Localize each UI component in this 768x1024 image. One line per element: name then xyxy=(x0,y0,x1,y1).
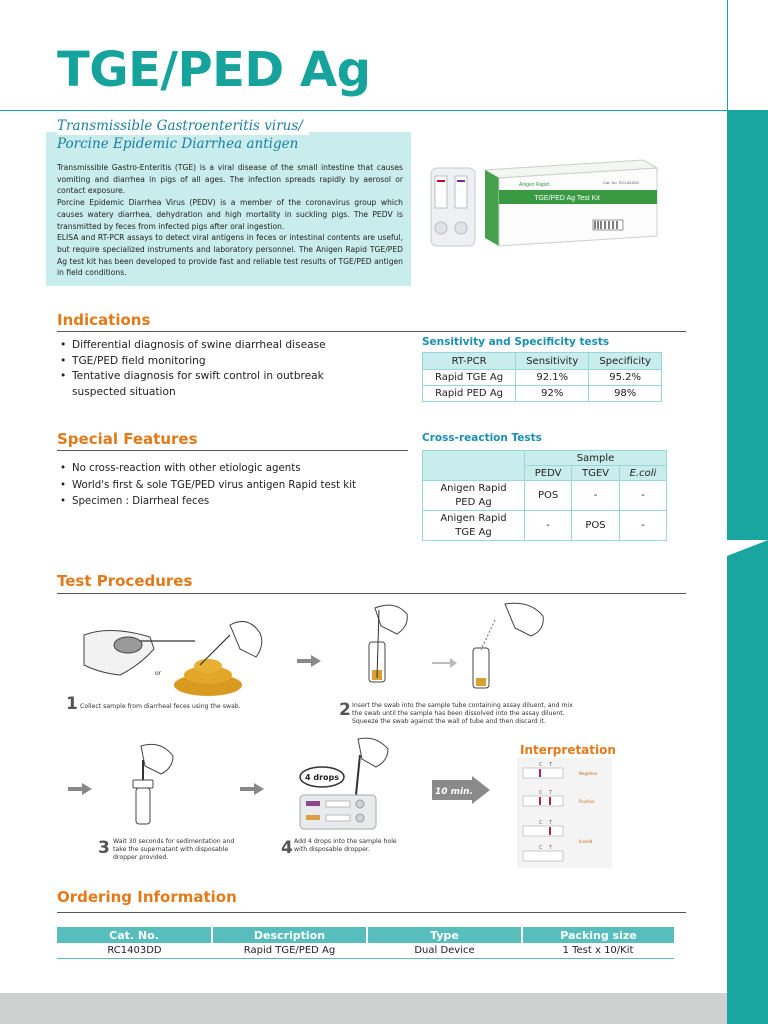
table-row xyxy=(57,943,674,958)
footer-band xyxy=(0,993,727,1024)
header-rule xyxy=(0,110,727,111)
cross-reaction-table xyxy=(422,450,667,541)
drops-badge xyxy=(300,767,344,787)
row-label: Anigen Rapid xyxy=(440,482,507,494)
table-cell: 98% xyxy=(589,386,662,402)
special-features-rule xyxy=(57,450,408,451)
table-cell: - xyxy=(619,511,666,541)
table-header: Sensitivity xyxy=(516,353,589,370)
t-label: T xyxy=(549,790,553,796)
step3-illustration xyxy=(115,740,195,830)
list-item: • No cross-reaction with other etiologic agents xyxy=(57,461,402,478)
result-label: Positive xyxy=(579,799,595,804)
product-image xyxy=(425,150,685,260)
list-item: • World's first & sole TGE/PED virus antigen Rapid test kit xyxy=(57,478,402,495)
ordering-rule xyxy=(57,912,686,913)
table-cell: 92.1% xyxy=(516,370,589,386)
ordering-table xyxy=(57,927,674,959)
step-text-line: Squeeze the swab against the wall of tube and then discard it. xyxy=(352,718,546,725)
interpretation-panel xyxy=(517,758,612,868)
step-text-line: Insert the swab into the sample tube containing assay diluent, and mix xyxy=(352,702,573,709)
table-row xyxy=(423,481,667,511)
step-text-line: the swab until the sample has been dissolved into the assay diluent. xyxy=(352,710,565,717)
step-text xyxy=(352,702,573,726)
step-text-line: dropper provided. xyxy=(113,854,169,861)
step1-illustration xyxy=(80,605,270,700)
kit-cat-label: Cat. No. RC1403DD xyxy=(603,180,640,185)
table-header: Cat. No. xyxy=(57,927,212,943)
table-header: Sample xyxy=(525,451,667,466)
result-label: Invalid xyxy=(579,839,593,844)
row-label: TGE Ag xyxy=(455,526,492,538)
table-row xyxy=(423,370,662,386)
special-features-heading: Special Features xyxy=(57,430,198,448)
table-cell: - xyxy=(525,511,572,541)
table-cell: 92% xyxy=(516,386,589,402)
intro-paragraph: Porcine Epidemic Diarrhea Virus (PEDV) is a member of the coronavirus group which causes watery diarrhea, dehydration and high mortality in suckling pigs. The PEDV is transmitted by feces from infected pigs after oral ingestion. xyxy=(57,198,403,231)
intro-text xyxy=(57,162,403,279)
t-label: T xyxy=(549,820,553,826)
list-item: • Differential diagnosis of swine diarrheal disease xyxy=(57,338,397,354)
wait-arrow xyxy=(432,776,490,804)
table-cell: Rapid PED Ag xyxy=(423,386,516,402)
table-cell: POS xyxy=(572,511,620,541)
kit-brand-label: Anigen Rapid xyxy=(519,182,550,188)
right-edge-line xyxy=(727,0,728,110)
test-procedures-heading: Test Procedures xyxy=(57,572,193,590)
test-procedures-rule xyxy=(57,593,686,594)
c-label: C xyxy=(539,820,543,826)
step-text-line: with disposable dropper. xyxy=(294,846,370,853)
feces-icon xyxy=(174,659,242,696)
step-number: 4 xyxy=(281,838,293,858)
step2-illustration xyxy=(345,600,565,700)
step-text-line: take the supernatant with disposable xyxy=(113,846,229,853)
list-item-continuation xyxy=(57,385,397,401)
test-device-icon xyxy=(300,795,376,829)
hand-dropper-icon xyxy=(133,744,173,824)
step-text-line: Wait 30 seconds for sedimentation and xyxy=(113,838,235,845)
cross-reaction-title: Cross-reaction Tests xyxy=(422,432,542,444)
table-cell: Rapid TGE/PED Ag xyxy=(212,943,367,958)
intro-paragraph: Transmissible Gastro-Enteritis (TGE) is a viral disease of the small intestine that causes vomiting and diarrhea in pigs of all ages. The infection spreads rapidly by aerosol or contact exposure. xyxy=(57,163,403,196)
intro-heading-line2: Porcine Epidemic Diarrhea antigen xyxy=(57,136,299,152)
table-header: Packing size xyxy=(522,927,674,943)
table-header: PEDV xyxy=(525,466,572,481)
row-label: Anigen Rapid xyxy=(440,512,507,524)
intro-heading-line1: Transmissible Gastroenteritis virus/ xyxy=(57,117,309,135)
sensitivity-title: Sensitivity and Specificity tests xyxy=(422,336,610,348)
t-label: T xyxy=(549,762,553,768)
table-cell: POS xyxy=(525,481,572,511)
table-header: RT-PCR xyxy=(423,353,516,370)
row-label: PED Ag xyxy=(455,496,492,508)
table-cell: Rapid TGE Ag xyxy=(423,370,516,386)
result-label: Negative xyxy=(579,771,597,776)
table-header: Type xyxy=(367,927,522,943)
t-label: T xyxy=(549,845,553,851)
test-device-image xyxy=(431,168,475,246)
pig-icon xyxy=(84,630,154,675)
step-text-line: Add 4 drops into the sample hole xyxy=(294,838,397,845)
interpretation-title: Interpretation xyxy=(520,743,616,757)
table-cell: Dual Device xyxy=(367,943,522,958)
c-label: C xyxy=(539,790,543,796)
table-cell: - xyxy=(572,481,620,511)
indications-rule xyxy=(57,331,686,332)
step-text xyxy=(113,838,234,862)
arrow-right-icon xyxy=(68,783,92,795)
hand-with-swab-icon xyxy=(200,621,262,665)
indications-list xyxy=(57,338,397,400)
side-accent-bar xyxy=(727,110,768,1024)
table-header: Specificity xyxy=(589,353,662,370)
arrow-right-icon xyxy=(240,783,264,795)
page-title: TGE/PED Ag xyxy=(57,42,371,98)
arrow-right-icon xyxy=(297,655,321,667)
table-cell: 1 Test x 10/Kit xyxy=(522,943,674,958)
kit-name-label: TGE/PED Ag Test Kit xyxy=(534,195,600,202)
table-cell: - xyxy=(619,481,666,511)
side-accent-notch xyxy=(727,540,768,556)
table-header: E.coli xyxy=(619,466,666,481)
intro-paragraph: ELISA and RT-PCR assays to detect viral antigens in feces or intestinal contents are useful, but require specialized instruments and laboratory personnel. The Anigen Rapid TGE/PED Ag test kit has been developed to provide fast and reliable test results of TGE/PED antigen in field conditions. xyxy=(57,233,403,278)
list-item: • Specimen : Diarrheal feces xyxy=(57,494,402,511)
table-cell xyxy=(423,481,525,511)
hand-dropper-icon xyxy=(356,738,388,795)
table-cell: RC1403DD xyxy=(57,943,212,958)
table-row xyxy=(423,511,667,541)
list-item-continuation-text: suspected situation xyxy=(72,385,176,398)
step4-illustration xyxy=(296,735,426,835)
table-header: TGEV xyxy=(572,466,620,481)
c-label: C xyxy=(539,845,543,851)
table-header: Description xyxy=(212,927,367,943)
indications-heading: Indications xyxy=(57,311,151,329)
drops-label: 4 drops xyxy=(304,773,340,782)
c-label: C xyxy=(539,762,543,768)
table-row xyxy=(423,386,662,402)
hand-icon xyxy=(375,603,543,636)
or-label: or xyxy=(155,670,162,677)
intro-heading xyxy=(57,117,309,153)
ordering-heading: Ordering Information xyxy=(57,888,237,906)
dotted-arrow-icon xyxy=(432,658,457,668)
special-features-list xyxy=(57,461,402,511)
kit-box-image xyxy=(485,160,657,246)
table-cell: 95.2% xyxy=(589,370,662,386)
sensitivity-table xyxy=(422,352,662,402)
table-cell xyxy=(423,511,525,541)
table-header-empty xyxy=(423,451,525,481)
step-number: 3 xyxy=(98,838,110,858)
list-item: • Tentative diagnosis for swift control in outbreak xyxy=(57,369,397,385)
wait-label: 10 min. xyxy=(435,787,473,797)
step-text: Collect sample from diarrheal feces using the swab. xyxy=(80,703,241,710)
step-number: 2 xyxy=(339,700,351,720)
step-text xyxy=(294,838,397,854)
step-number: 1 xyxy=(66,694,78,714)
list-item: • TGE/PED field monitoring xyxy=(57,354,397,370)
